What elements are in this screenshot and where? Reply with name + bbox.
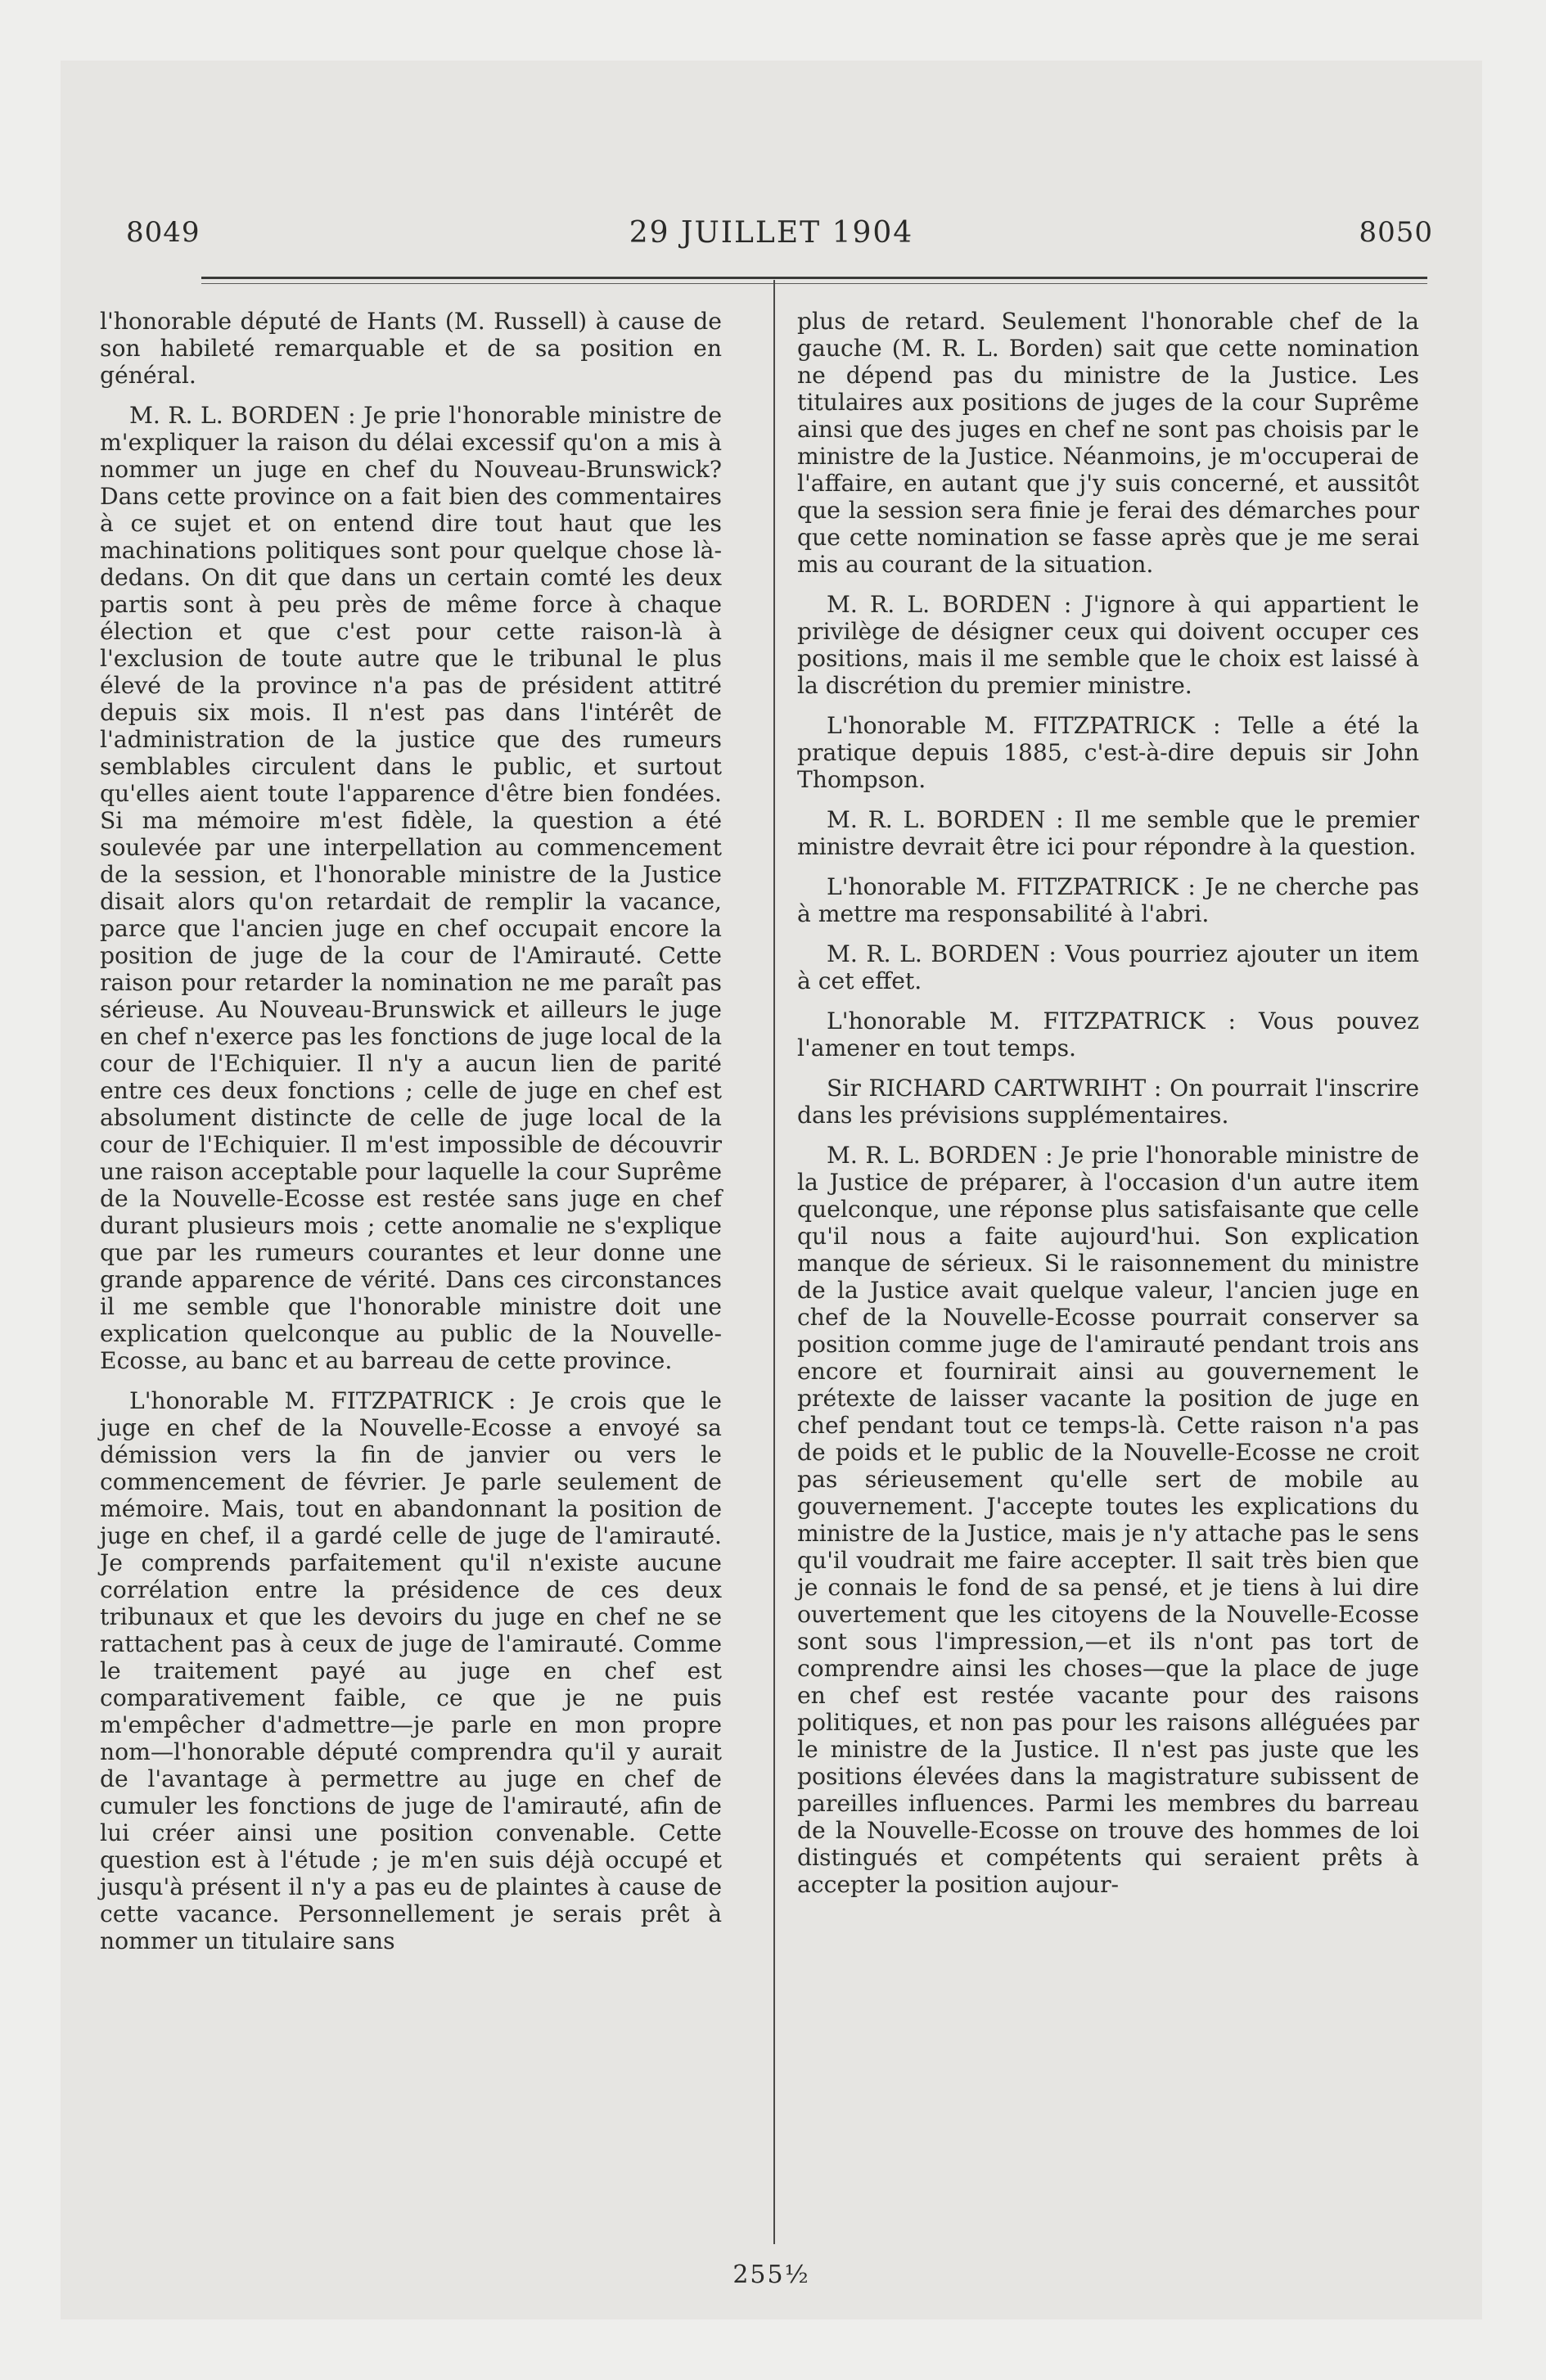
paragraph: plus de retard. Seulement l'honorable chef de la gauche (M. R. L. Borden) sait que cette nomination ne dépend pas du ministre de la Justice. Les titulaires aux positions de juges de la cour Suprême ainsi que des juges en chef ne sont pas choisis par le ministre de la Justice. Néanmoins, je m'occuperai de l'affaire, en autant que j'y suis concerné, et aussitôt que la session sera finie je ferai des démarches pour que cette nomination se fasse après que je me serai mis au courant de la situation. <box>797 308 1419 578</box>
header-rule <box>201 277 1427 279</box>
right-page-number: 8050 <box>1359 216 1433 249</box>
paragraph: l'honorable député de Hants (M. Russell) à cause de son habileté remarquable et de sa position en général. <box>100 308 722 389</box>
paragraph: L'honorable M. FITZPATRICK : Je crois que le juge en chef de la Nouvelle-Ecosse a envoyé sa démission vers la fin de janvier ou vers le commencement de février. Je parle seulement de mémoire. Mais, tout en abandonnant la position de juge en chef, il a gardé celle de juge de l'amirauté. Je comprends parfaitement qu'il n'existe aucune corrélation entre la présidence de ces deux tribunaux et que les devoirs du juge en chef ne se rattachent pas à ceux de juge de l'amirauté. Comme le traitement payé au juge en chef est comparativement faible, ce que je ne puis m'empêcher d'admettre—je parle en mon propre nom—l'honorable député comprendra qu'il y aurait de l'avantage à permettre au juge en chef de cumuler les fonctions de juge de l'amirauté, afin de lui créer ainsi une position convenable. Cette question est à l'étude ; je m'en suis déjà occupé et jusqu'à présent il n'y a pas eu de plaintes à cause de cette vacance. Personnellement je serais prêt à nommer un titulaire sans <box>100 1387 722 1954</box>
paragraph: Sir RICHARD CARTWRIHT : On pourrait l'inscrire dans les prévisions supplémentaires. <box>797 1075 1419 1129</box>
hansard-page <box>61 61 1482 2319</box>
column-divider <box>773 280 775 2244</box>
paragraph: L'honorable M. FITZPATRICK : Je ne cherche pas à mettre ma responsabilité à l'abri. <box>797 873 1419 927</box>
paragraph: L'honorable M. FITZPATRICK : Telle a été la pratique depuis 1885, c'est-à-dire depuis sir John Thompson. <box>797 712 1419 793</box>
header-rule-thin <box>201 283 1427 284</box>
left-page-number: 8049 <box>126 216 201 249</box>
left-column <box>100 308 722 1968</box>
session-date: 29 JUILLET 1904 <box>629 216 914 250</box>
paragraph: M. R. L. BORDEN : J'ignore à qui appartient le privilège de désigner ceux qui doivent occuper ces positions, mais il me semble que le choix est laissé à la discrétion du premier ministre. <box>797 591 1419 699</box>
paragraph: M. R. L. BORDEN : Je prie l'honorable ministre de m'expliquer la raison du délai excessif qu'on a mis à nommer un juge en chef du Nouveau-Brunswick? Dans cette province on a fait bien des commentaires à ce sujet et on entend dire tout haut que les machinations politiques sont pour quelque chose là-dedans. On dit que dans un certain comté les deux partis sont à peu près de même force à chaque élection et que c'est pour cette raison-là à l'exclusion de toute autre que le tribunal le plus élevé de la province n'a pas de président attitré depuis six mois. Il n'est pas dans l'intérêt de l'administration de la justice que des rumeurs semblables circulent dans le public, et surtout qu'elles aient toute l'apparence d'être bien fondées. Si ma mémoire m'est fidèle, la question a été soulevée par une interpellation au commencement de la session, et l'honorable ministre de la Justice disait alors qu'on retardait de remplir la vacance, parce que l'ancien juge en chef occupait encore la position de juge de la cour de l'Amirauté. Cette raison pour retarder la nomination ne me paraît pas sérieuse. Au Nouveau-Brunswick et ailleurs le juge en chef n'exerce pas les fonctions de juge local de la cour de l'Echiquier. Il n'y a aucun lien de parité entre ces deux fonctions ; celle de juge en chef est absolument distincte de celle de juge local de la cour de l'Echiquier. Il m'est impossible de découvrir une raison acceptable pour laquelle la cour Suprême de la Nouvelle-Ecosse est restée sans juge en chef durant plusieurs mois ; cette anomalie ne s'explique que par les rumeurs courantes et leur donne une grande apparence de vérité. Dans ces circonstances il me semble que l'honorable ministre doit une explication quelconque au public de la Nouvelle-Ecosse, au banc et au barreau de cette province. <box>100 402 722 1374</box>
paragraph: M. R. L. BORDEN : Il me semble que le premier ministre devrait être ici pour répondre à la question. <box>797 806 1419 860</box>
paragraph: M. R. L. BORDEN : Vous pourriez ajouter un item à cet effet. <box>797 940 1419 994</box>
paragraph: M. R. L. BORDEN : Je prie l'honorable ministre de la Justice de préparer, à l'occasion d'un autre item quelconque, une réponse plus satisfaisante que celle qu'il nous a faite aujourd'hui. Son explication manque de sérieux. Si le raisonnement du ministre de la Justice avait quelque valeur, l'ancien juge en chef de la Nouvelle-Ecosse pourrait conserver sa position comme juge de l'amirauté pendant trois ans encore et fournirait ainsi au gouvernement le prétexte de laisser vacante la position de juge en chef pendant tout ce temps-là. Cette raison n'a pas de poids et le public de la Nouvelle-Ecosse ne croit pas sérieusement qu'elle sert de mobile au gouvernement. J'accepte toutes les explications du ministre de la Justice, mais je n'y attache pas le sens qu'il voudrait me faire accepter. Il sait très bien que je connais le fond de sa pensé, et je tiens à lui dire ouvertement que les citoyens de la Nouvelle-Ecosse sont sous l'impression,—et ils n'ont pas tort de comprendre ainsi les choses—que la place de juge en chef est restée vacante pour des raisons politiques, et non pas pour les raisons alléguées par le ministre de la Justice. Il n'est pas juste que les positions élevées dans la magistrature subissent de pareilles influences. Parmi les membres du barreau de la Nouvelle-Ecosse on trouve des hommes de loi distingués et compétents qui seraient prêts à accepter la position aujour- <box>797 1142 1419 1898</box>
paragraph: L'honorable M. FITZPATRICK : Vous pouvez l'amener en tout temps. <box>797 1007 1419 1062</box>
signature-mark: 255½ <box>732 2261 810 2289</box>
right-column <box>797 308 1419 1911</box>
